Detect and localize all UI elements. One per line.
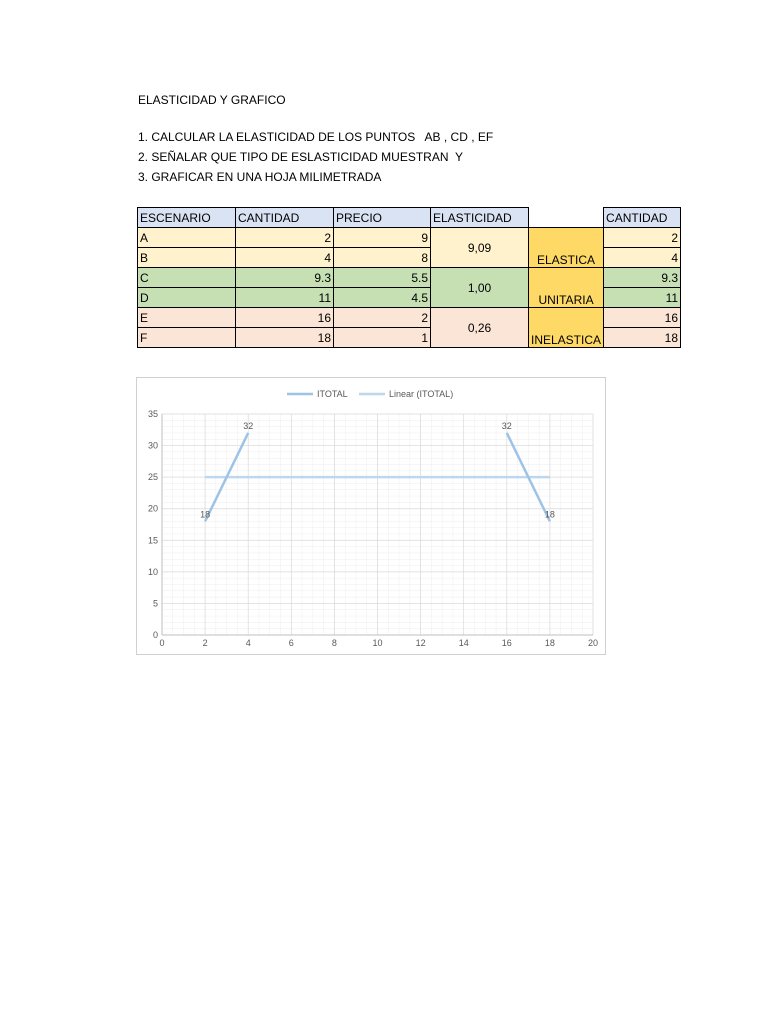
header-escenario: ESCENARIO <box>138 208 236 228</box>
x-tick-label: 0 <box>159 638 165 648</box>
cell-escenario: D <box>138 288 236 308</box>
header-cantidad: CANTIDAD <box>236 208 334 228</box>
x-tick-label: 10 <box>372 638 383 648</box>
instruction-1: 1. CALCULAR LA ELASTICIDAD DE LOS PUNTOS AB , CD , EF <box>138 130 494 144</box>
cell-cantidad-2: 9.3 <box>604 268 681 288</box>
itotal-chart <box>136 377 606 655</box>
cell-cantidad-2: 11 <box>604 288 681 308</box>
instruction-2: 2. SEÑALAR QUE TIPO DE ESLASTICIDAD MUESTRAN Y <box>138 150 463 164</box>
cell-escenario: B <box>138 248 236 268</box>
y-tick-label: 5 <box>152 598 158 609</box>
table-row <box>138 228 681 248</box>
header-gap <box>529 208 604 228</box>
cell-escenario: E <box>138 308 236 328</box>
cell-cantidad-2: 2 <box>604 228 681 248</box>
legend-label-itotal: ITOTAL <box>317 389 348 399</box>
table-header-row <box>138 208 681 228</box>
cell-precio: 8 <box>334 248 431 268</box>
data-label: 18 <box>544 509 555 520</box>
x-tick-label: 8 <box>331 638 337 648</box>
table-row <box>138 308 681 328</box>
cell-tipo-inelastica: INELASTICA <box>529 308 604 348</box>
y-tick-label: 25 <box>147 472 158 483</box>
instruction-3: 3. GRAFICAR EN UNA HOJA MILIMETRADA <box>138 170 382 184</box>
data-label: 32 <box>501 420 512 431</box>
cell-cantidad-2: 4 <box>604 248 681 268</box>
x-tick-label: 18 <box>544 638 555 648</box>
y-tick-label: 30 <box>147 440 158 451</box>
table-row <box>138 268 681 288</box>
header-cantidad-2: CANTIDAD <box>604 208 681 228</box>
header-elasticidad: ELASTICIDAD <box>431 208 529 228</box>
cell-escenario: A <box>138 228 236 248</box>
cell-cantidad: 9.3 <box>236 268 334 288</box>
y-tick-label: 15 <box>147 535 158 546</box>
cell-cantidad: 2 <box>236 228 334 248</box>
cell-escenario: F <box>138 328 236 348</box>
x-tick-label: 6 <box>288 638 294 648</box>
x-tick-label: 16 <box>501 638 512 648</box>
cell-precio: 1 <box>334 328 431 348</box>
cell-elasticidad-cd: 1,00 <box>431 268 529 308</box>
y-tick-label: 20 <box>147 503 158 514</box>
elasticity-table <box>137 207 681 348</box>
cell-tipo-unitaria: UNITARIA <box>529 268 604 308</box>
cell-cantidad: 18 <box>236 328 334 348</box>
x-tick-label: 2 <box>202 638 208 648</box>
x-tick-label: 4 <box>245 638 251 648</box>
cell-cantidad-2: 18 <box>604 328 681 348</box>
cell-precio: 9 <box>334 228 431 248</box>
cell-cantidad: 11 <box>236 288 334 308</box>
data-label: 32 <box>243 420 254 431</box>
cell-precio: 4.5 <box>334 288 431 308</box>
legend-label-linear: Linear (ITOTAL) <box>389 389 454 399</box>
y-tick-label: 35 <box>147 409 158 419</box>
chart-canvas <box>137 378 607 656</box>
cell-precio: 2 <box>334 308 431 328</box>
x-tick-label: 20 <box>587 638 599 648</box>
y-tick-label: 0 <box>152 630 158 640</box>
cell-escenario: C <box>138 268 236 288</box>
cell-cantidad: 4 <box>236 248 334 268</box>
cell-elasticidad-ef: 0,26 <box>431 308 529 348</box>
y-tick-label: 10 <box>147 566 158 577</box>
x-tick-label: 14 <box>458 638 469 648</box>
cell-cantidad-2: 16 <box>604 308 681 328</box>
x-tick-label: 12 <box>415 638 426 648</box>
document-title: ELASTICIDAD Y GRAFICO <box>138 93 286 107</box>
cell-tipo-elastica: ELASTICA <box>529 228 604 268</box>
cell-cantidad: 16 <box>236 308 334 328</box>
data-label: 18 <box>200 509 211 520</box>
header-precio: PRECIO <box>334 208 431 228</box>
cell-elasticidad-ab: 9,09 <box>431 228 529 268</box>
cell-precio: 5.5 <box>334 268 431 288</box>
